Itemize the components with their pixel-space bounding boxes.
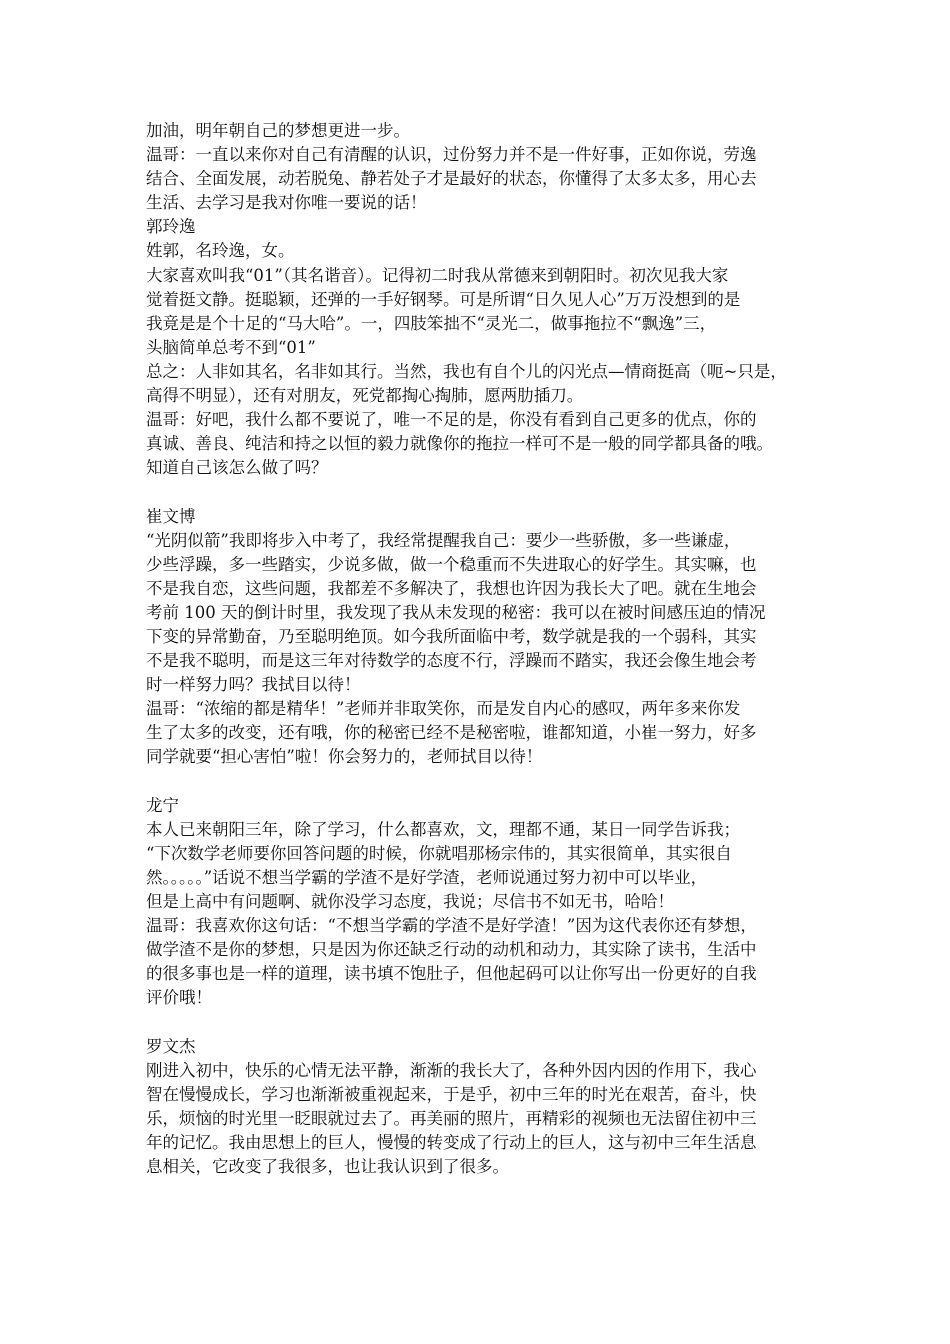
teacher-comment-line: 温哥：“浓缩的都是精华！”老师并非取笑你，而是发自内心的感叹，两年多来你发: [146, 699, 741, 719]
text-line: 年的记忆。我由思想上的巨人，慢慢的转变成了行动上的巨人，这与初中三年生活息: [146, 1132, 757, 1152]
paragraph-spacer: [146, 770, 836, 794]
teacher-comment-line: 生了太多的改变，还有哦，你的秘密已经不是秘密啦，谁都知道，小崔一努力，好多: [146, 723, 757, 743]
text-line: 我竟是是个十足的“马大哈”。一，四肢笨拙不“灵光二，做事拖拉不“飘逸”三，: [146, 313, 717, 333]
text-line: “光阴似箭”我即将步入中考了，我经常提醒我自己：要少一些骄傲，多一些谦虚，: [146, 530, 741, 550]
text-line: 智在慢慢成长，学习也渐渐被重视起来，于是乎，初中三年的时光在艰苦，奋斗，快: [146, 1084, 757, 1104]
student-name-heading: 郭玲逸: [146, 217, 196, 237]
teacher-comment-line: 做学渣不是你的梦想，只是因为你还缺乏行动的动机和动力，其实除了读书，生活中: [146, 940, 757, 960]
text-line: 总之：人非如其名，名非如其行。当然，我也有自个儿的闪光点—情商挺高（呃~只是，: [146, 361, 787, 381]
text-line: 不是我自恋，这些问题，我都差不多解决了，我想也许因为我长大了吧。就在生地会: [146, 578, 757, 598]
text-line: 少些浮躁，多一些踏实，少说多做，做一个稳重而不失进取心的好学生。其实嘛，也: [146, 554, 757, 574]
section-luo-wenjie: [146, 1035, 836, 1180]
text-line: 不是我不聪明，而是这三年对待数学的态度不行，浮躁而不踏实，我还会像生地会考: [146, 651, 757, 671]
teacher-comment-line: 知道自己该怎么做了吗？: [146, 458, 328, 478]
text-line: 生活、去学习是我对你唯一要说的话！: [146, 193, 427, 213]
student-name-heading: 罗文杰: [146, 1036, 196, 1056]
teacher-comment-line: 同学就要“担心害怕”啦！你会努力的，老师拭目以待！: [146, 747, 543, 767]
section-guo-lingyi: [146, 215, 836, 480]
section-intro-comment: [146, 119, 836, 215]
text-line: 结合、全面发展，动若脱兔、静若处子才是最好的状态，你懂得了太多太多，用心去: [146, 169, 757, 189]
text-line: 姓郭，名玲逸，女。: [146, 241, 295, 261]
teacher-comment-line: 温哥：好吧，我什么都不要说了，唯一不足的是，你没有看到自己更多的优点，你的: [146, 410, 757, 430]
section-long-ning: [146, 794, 836, 1011]
document-page: [146, 119, 836, 1179]
text-line: 大家喜欢叫我“01”（其名谐音）。记得初二时我从常德来到朝阳时。初次见我大家: [146, 265, 729, 285]
text-line: 考前 100 天的倒计时里，我发现了我从未发现的秘密：我可以在被时间感压迫的情况: [146, 602, 766, 622]
text-line: 加油，明年朝自己的梦想更进一步。: [146, 121, 410, 140]
text-line: 下变的异常勤奋，乃至聪明绝顶。如今我所面临中考，数学就是我的一个弱科，其实: [146, 626, 757, 646]
text-line: 但是上高中有问题啊、就你没学习态度，我说；尽信书不如无书，哈哈！: [146, 892, 674, 911]
student-name-heading: 龙宁: [146, 795, 179, 815]
text-line: 觉着挺文静。挺聪颖，还弹的一手好钢琴。可是所谓“日久见人心”万万没想到的是: [146, 289, 741, 309]
text-line: 息相关，它改变了我很多，也让我认识到了很多。: [146, 1157, 509, 1177]
paragraph-spacer: [146, 1010, 836, 1034]
section-cui-wenbo: [146, 505, 836, 770]
text-line: 刚进入初中，快乐的心情无法平静，渐渐的我长大了，各种外因内因的作用下，我心: [146, 1060, 757, 1080]
text-line: 然。。。。。”话说不想当学霸的学渣不是好学渣，老师说通过努力初中可以毕业，: [146, 867, 708, 887]
teacher-comment-line: 评价哦！: [146, 988, 212, 1008]
text-line: 乐，烦恼的时光里一眨眼就过去了。再美丽的照片，再精彩的视频也无法留住初中三: [146, 1108, 757, 1128]
teacher-comment-line: 的很多事也是一样的道理，读书填不饱肚子，但他起码可以让你写出一份更好的自我: [146, 964, 757, 984]
text-line: 本人已来朝阳三年，除了学习，什么都喜欢，文，理都不通，某日一同学告诉我；: [146, 819, 740, 839]
teacher-comment-line: 真诚、善良、纯洁和持之以恒的毅力就像你的拖拉一样可不是一般的同学都具备的哦。: [146, 434, 773, 454]
text-line: 头脑简单总考不到“01”: [146, 337, 316, 357]
teacher-comment-line: 温哥：我喜欢你这句话：“不想当学霸的学渣不是好学渣！”因为这代表你还有梦想，: [146, 916, 757, 936]
paragraph-spacer: [146, 480, 836, 504]
text-line: 时一样努力吗？我拭目以待！: [146, 675, 361, 695]
text-line: “下次数学老师要你回答问题的时候，你就唱那杨宗伟的，其实很简单，其实很自: [146, 843, 732, 863]
text-line: 温哥：一直以来你对自己有清醒的认识，过份努力并不是一件好事，正如你说，劳逸: [146, 145, 757, 165]
student-name-heading: 崔文博: [146, 506, 196, 526]
text-line: 高得不明显），还有对朋友，死党都掏心掏肺，愿两肋插刀。: [146, 386, 584, 406]
